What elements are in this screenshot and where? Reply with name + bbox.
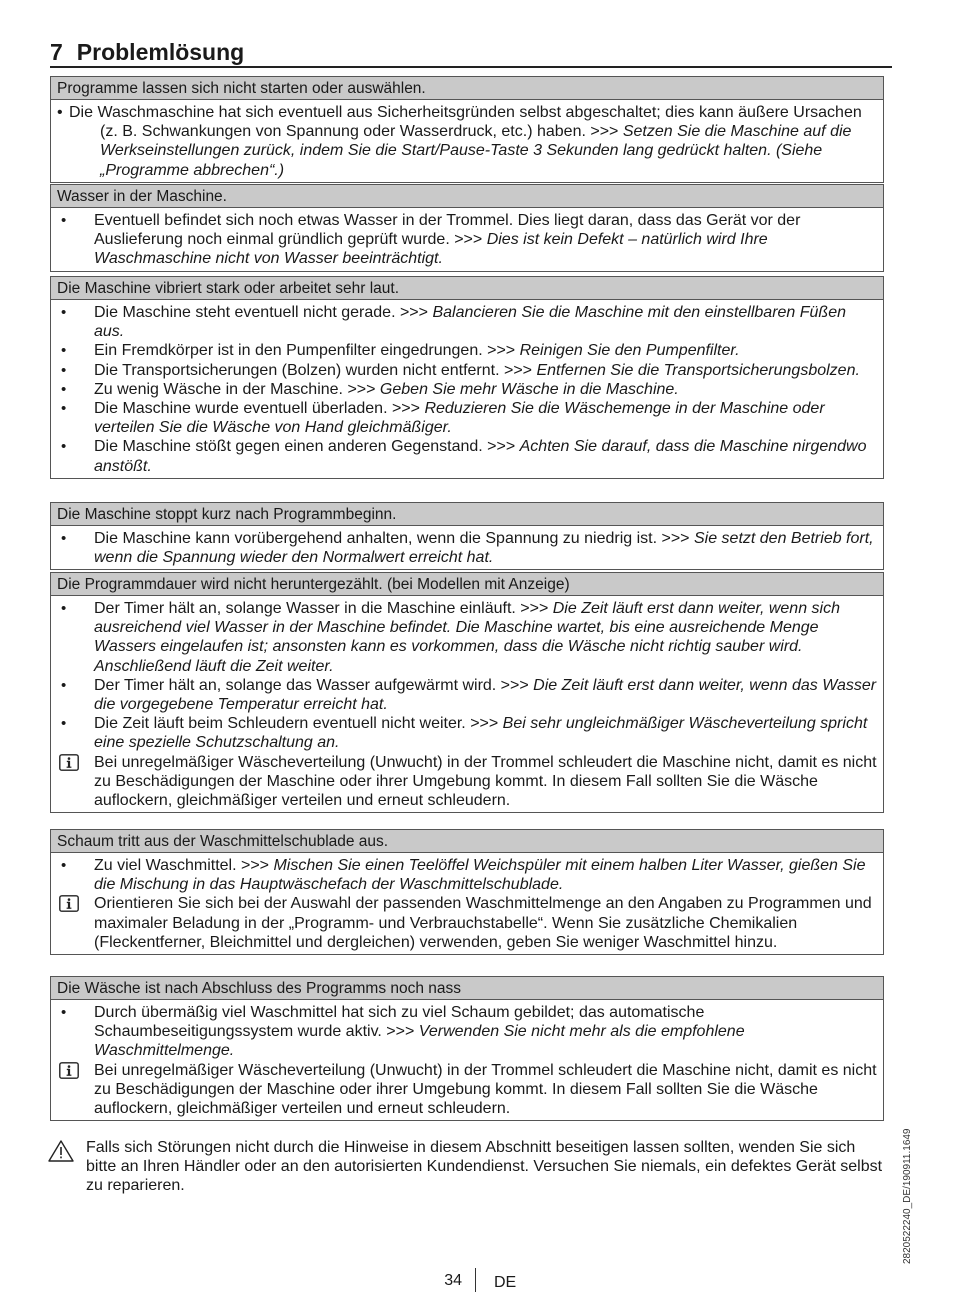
section-title: Problemlösung bbox=[76, 39, 245, 65]
info-note bbox=[57, 753, 877, 811]
item-text: Zu wenig Wäsche in der Maschine. >>> bbox=[94, 380, 380, 398]
list-item bbox=[57, 714, 877, 752]
problem-section bbox=[50, 184, 884, 272]
list-item bbox=[57, 361, 877, 380]
item-remedy: Geben Sie mehr Wäsche in die Maschine. bbox=[379, 380, 679, 398]
problem-body bbox=[50, 1000, 884, 1121]
item-text: Durch übermäßig viel Waschmittel hat sich zu viel Schaum gebildet; das automatische Schaumbeseitigungssystem wurde aktiv. >>> bbox=[94, 1004, 705, 1041]
problem-section bbox=[50, 502, 884, 570]
item-remedy: Verwenden Sie nicht mehr als die empfohlene Waschmittelmenge. bbox=[94, 1023, 745, 1060]
warning-icon bbox=[48, 1140, 74, 1162]
list-item bbox=[57, 341, 877, 360]
info-icon bbox=[59, 754, 79, 771]
item-remedy: Sie setzt den Betrieb fort, wenn die Spannung wieder den Normalwert erreicht hat. bbox=[94, 530, 874, 567]
item-text: Eventuell befindet sich noch etwas Wasser in der Trommel. Dies liegt daran, dass das Gerät vor der Auslieferung noch einmal gründlich geprüft wurde. >>> bbox=[94, 212, 801, 249]
problem-heading: Programme lassen sich nicht starten oder auswählen. bbox=[50, 76, 884, 100]
problem-section bbox=[50, 976, 884, 1121]
list-item bbox=[57, 856, 877, 894]
item-text: Die Waschmaschine hat sich eventuell aus Sicherheitsgründen selbst abgeschaltet; dies kann äußere Ursachen (z. B. Schwankungen von Spannung oder Wasserdruck, etc.) haben. >>> bbox=[69, 104, 862, 141]
problem-heading: Die Maschine stoppt kurz nach Programmbeginn. bbox=[50, 502, 884, 526]
problem-section bbox=[50, 572, 884, 813]
item-remedy: Mischen Sie einen Teelöffel Weichspüler mit einem halben Liter Wasser, gießen Sie die Mischung in das Hauptwäschefach der Waschmittelschublade. bbox=[94, 857, 866, 894]
footer-divider bbox=[475, 1268, 476, 1292]
item-text: Die Maschine stößt gegen einen anderen Gegenstand. >>> bbox=[94, 438, 520, 456]
bullet-mark bbox=[61, 341, 81, 360]
item-remedy: Entfernen Sie die Transportsicherungsbolzen. bbox=[536, 361, 860, 379]
item-remedy: Die Zeit läuft erst dann weiter, wenn sich ausreichend viel Wasser in der Maschine befindet. Die Maschine wartet, bis eine ausreichende Menge Wassers eingelaufen ist; ansonsten kann es vorkommen, dass die Wäsche nicht richtig sauber wird. Anschließend läuft die Zeit weiter. bbox=[94, 600, 840, 675]
item-text: Orientieren Sie sich bei der Auswahl der passenden Waschmittelmenge an den Angaben zu Programmen und maximaler Beladung in der „Programm- und Verbrauchstabelle“. Wenn Sie zusätzliche Chemikalien (Fleckentferner, Bleichmittel und dergleichen) verwenden, geben Sie weniger Waschmittel hinzu. bbox=[94, 895, 872, 951]
bullet-mark bbox=[61, 676, 81, 695]
item-text: Der Timer hält an, solange das Wasser aufgewärmt wird. >>> bbox=[94, 676, 534, 694]
list-item bbox=[57, 529, 877, 567]
list-item bbox=[57, 437, 877, 475]
item-remedy: Achten Sie darauf, dass die Maschine nirgendwo anstößt. bbox=[94, 438, 867, 475]
bullet-mark bbox=[61, 1003, 81, 1022]
problem-body bbox=[50, 208, 884, 272]
bullet-mark bbox=[61, 380, 81, 399]
problem-body bbox=[50, 100, 884, 183]
item-text: Die Maschine wurde eventuell überladen. >>> bbox=[94, 400, 425, 418]
info-icon bbox=[59, 895, 79, 912]
bullet-mark bbox=[61, 399, 81, 418]
item-text: Die Zeit läuft beim Schleudern eventuell nicht weiter. >>> bbox=[94, 715, 503, 733]
bullet-mark bbox=[61, 437, 81, 456]
list-item bbox=[57, 1003, 877, 1061]
problem-heading: Schaum tritt aus der Waschmittelschublade aus. bbox=[50, 829, 884, 853]
page-footer bbox=[0, 1268, 954, 1298]
info-note bbox=[57, 1061, 877, 1119]
list-item bbox=[57, 303, 877, 341]
problem-heading: Die Wäsche ist nach Abschluss des Programms noch nass bbox=[50, 976, 884, 1000]
language-code: DE bbox=[494, 1274, 517, 1291]
problem-section bbox=[50, 76, 884, 183]
bullet-mark bbox=[61, 303, 81, 322]
page-number: 34 bbox=[444, 1272, 462, 1289]
problem-heading: Wasser in der Maschine. bbox=[50, 184, 884, 208]
item-remedy: Bei sehr ungleichmäßiger Wäscheverteilung spricht eine spezielle Schutzschaltung an. bbox=[94, 715, 868, 752]
document-code: 2820522240_DE/190911.1649 bbox=[902, 1128, 913, 1264]
problem-body bbox=[50, 526, 884, 570]
problem-body bbox=[50, 596, 884, 813]
page-title bbox=[50, 38, 892, 68]
list-item bbox=[57, 399, 877, 437]
bullet-mark bbox=[61, 211, 81, 230]
problem-section bbox=[50, 829, 884, 955]
item-remedy: Reduzieren Sie die Wäschemenge in der Maschine oder verteilen Sie die Wäsche von Hand gleichmäßiger. bbox=[94, 400, 825, 437]
list-item bbox=[57, 211, 877, 269]
problem-heading: Die Maschine vibriert stark oder arbeitet sehr laut. bbox=[50, 276, 884, 300]
item-remedy: Reinigen Sie den Pumpenfilter. bbox=[519, 342, 740, 360]
item-text: Bei unregelmäßiger Wäscheverteilung (Unwucht) in der Trommel schleudert die Maschine nicht, damit es nicht zu Beschädigungen der Maschine oder ihrer Umgebung kommt. In diesem Fall sollten Sie die Wäsche auflockern, gleichmäßiger verteilen und erneut schleudern. bbox=[94, 1061, 877, 1118]
item-text: Die Maschine kann vorübergehend anhalten, wenn die Spannung zu niedrig ist. >>> bbox=[94, 530, 694, 547]
bullet-mark bbox=[61, 529, 81, 548]
list-item bbox=[57, 380, 877, 399]
item-remedy: Dies ist kein Defekt – natürlich wird Ihre Waschmaschine nicht von Wasser beeinträchtigt. bbox=[94, 231, 768, 268]
warning-note bbox=[48, 1138, 884, 1196]
info-note bbox=[57, 894, 877, 952]
warning-text: Falls sich Störungen nicht durch die Hinweise in diesem Abschnitt beseitigen lassen sollten, wenden Sie sich bitte an Ihren Händler oder an den autorisierten Kundendienst. Versuchen Sie niemals, ein defektes Gerät selbst zu reparieren. bbox=[86, 1139, 883, 1195]
list-item bbox=[57, 103, 877, 180]
item-text: Die Transportsicherungen (Bolzen) wurden nicht entfernt. >>> bbox=[94, 361, 537, 379]
problem-body bbox=[50, 300, 884, 479]
item-text: Bei unregelmäßiger Wäscheverteilung (Unwucht) in der Trommel schleudert die Maschine nicht, damit es nicht zu Beschädigungen der Maschine oder ihrer Umgebung kommt. In diesem Fall sollten Sie die Wäsche auflockern, gleichmäßiger verteilen und erneut schleudern. bbox=[94, 753, 877, 810]
item-text: Die Maschine steht eventuell nicht gerade. >>> bbox=[94, 304, 433, 321]
section-number: 7 bbox=[50, 39, 63, 65]
list-item bbox=[57, 599, 877, 676]
problem-body bbox=[50, 853, 884, 955]
bullet-mark bbox=[61, 599, 81, 618]
bullet-mark bbox=[61, 361, 81, 380]
bullet-mark bbox=[61, 714, 81, 733]
list-item bbox=[57, 676, 877, 714]
problem-heading: Die Programmdauer wird nicht heruntergezählt. (bei Modellen mit Anzeige) bbox=[50, 572, 884, 596]
item-remedy: Die Zeit läuft erst dann weiter, wenn das Wasser die vorgegebene Temperatur erreicht hat. bbox=[94, 676, 877, 714]
info-icon bbox=[59, 1062, 79, 1079]
bullet-mark: • bbox=[57, 104, 63, 121]
item-text: Zu viel Waschmittel. >>> bbox=[94, 857, 274, 874]
item-remedy: Balancieren Sie die Maschine mit den einstellbaren Füßen aus. bbox=[94, 304, 846, 341]
item-remedy: Setzen Sie die Maschine auf die Werkseinstellungen zurück, indem Sie die Start/Pause-Taste 3 Sekunden lang gedrückt halten. (Siehe „Programme abbrechen“.) bbox=[100, 123, 852, 179]
item-text: Der Timer hält an, solange Wasser in die Maschine einläuft. >>> bbox=[94, 600, 553, 617]
problem-section bbox=[50, 276, 884, 479]
item-text: Ein Fremdkörper ist in den Pumpenfilter eingedrungen. >>> bbox=[94, 342, 520, 360]
bullet-mark bbox=[61, 856, 81, 875]
